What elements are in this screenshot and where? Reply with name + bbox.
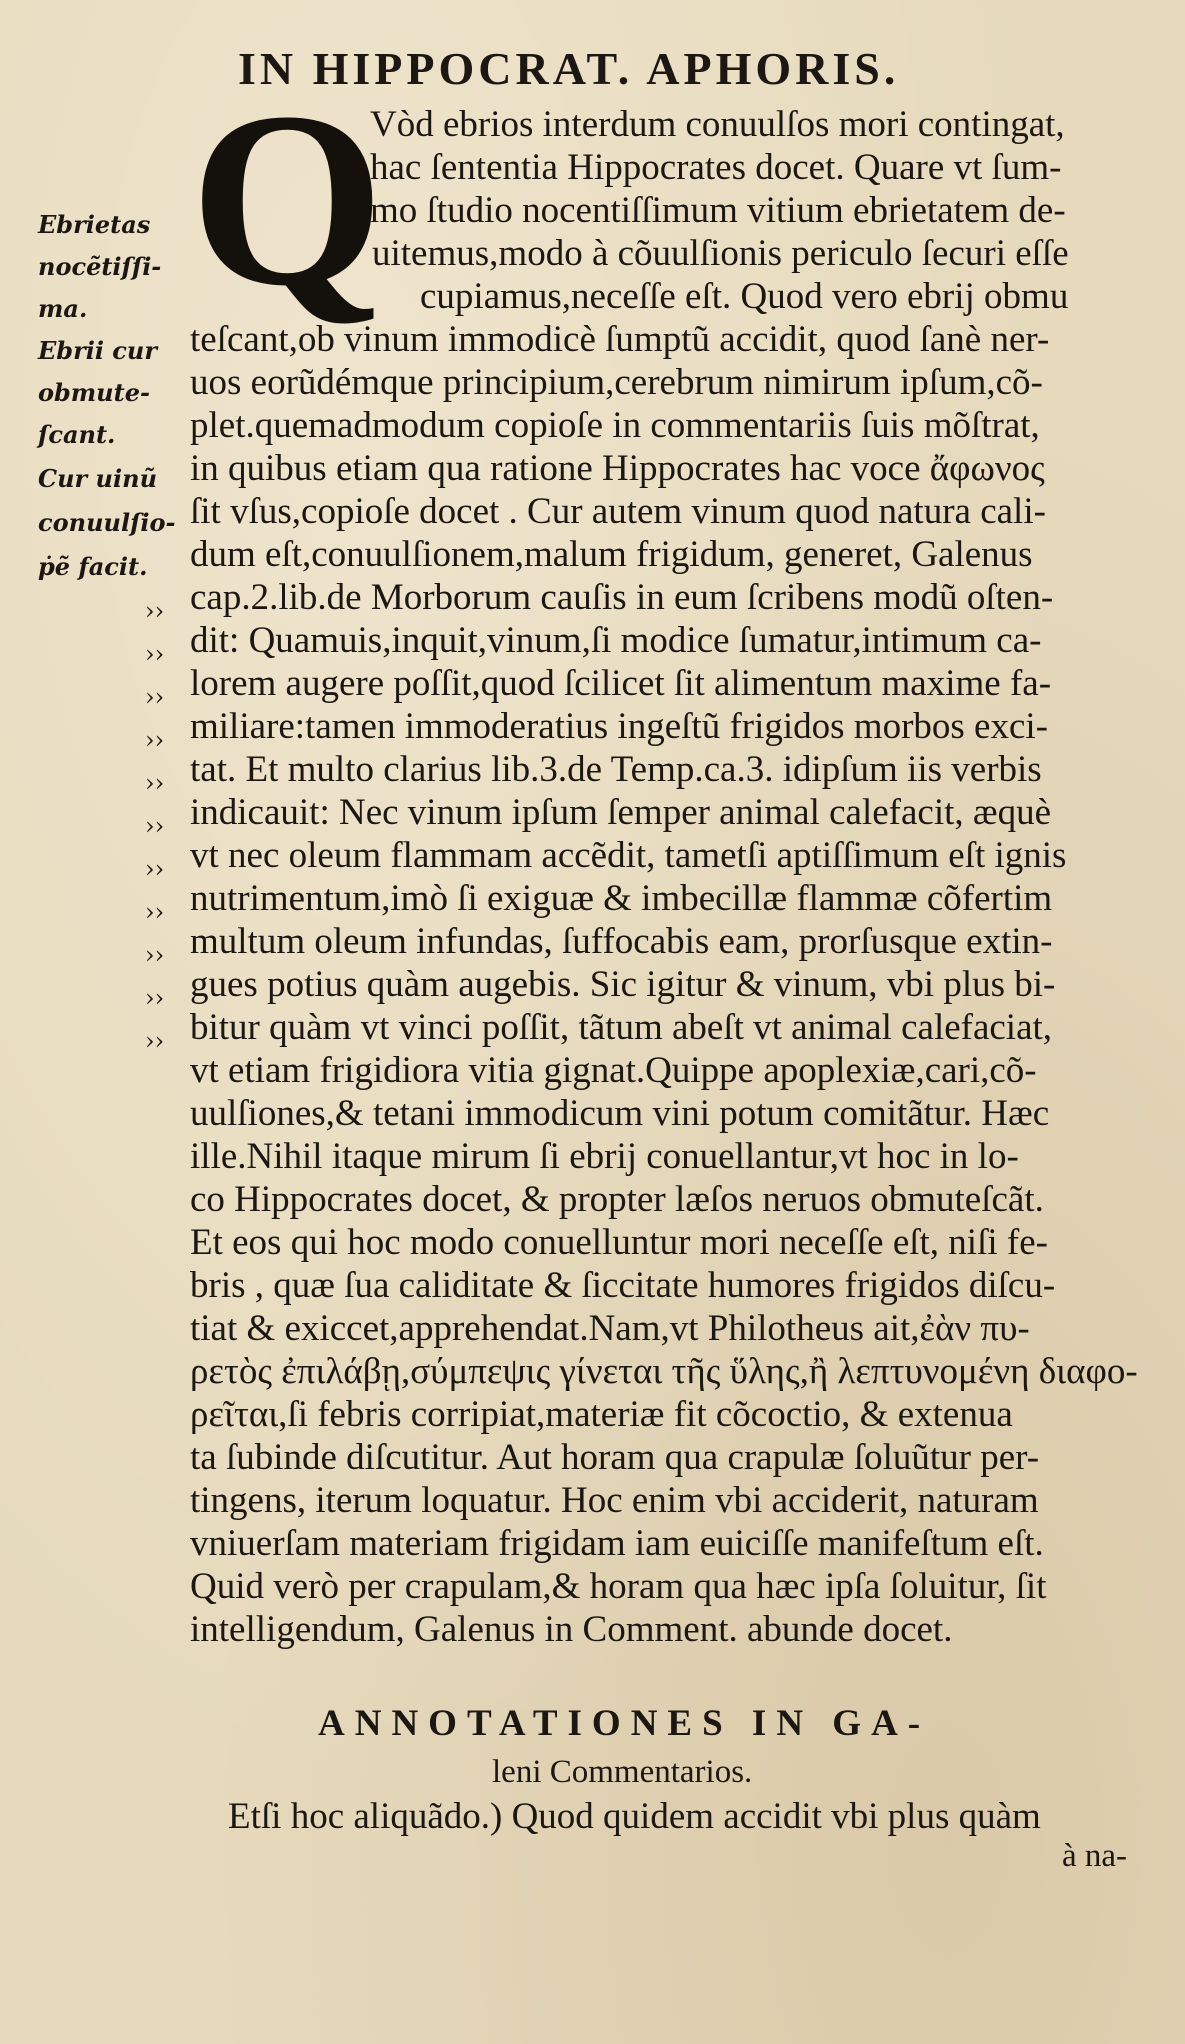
text-line: in quibus etiam qua ratione Hippocrates hac voce ἄφωνος (190, 448, 1045, 489)
text-line: hac ſententia Hippocrates docet. Quare vt ſum- (370, 147, 1062, 188)
text-line: intelligendum, Galenus in Comment. abunde docet. (190, 1609, 953, 1650)
quote-mark: ›› (145, 597, 165, 625)
margin-note: ſcant. (38, 420, 116, 449)
text-line: nutrimentum,imò ſi exiguæ & imbecillæ flammæ cõfertim (190, 878, 1053, 919)
text-line: bitur quàm vt vinci poſſit, tãtum abeſt vt animal calefaciat, (190, 1007, 1053, 1048)
text-line: plet.quemadmodum copioſe in commentariis ſuis mõſtrat, (190, 405, 1040, 446)
quote-mark: ›› (145, 1027, 165, 1055)
running-head: IN HIPPOCRAT. APHORIS. (238, 43, 900, 94)
margin-note: obmute- (38, 378, 150, 407)
text-line: tat. Et multo clarius lib.3.de Temp.ca.3. idipſum iis verbis (190, 749, 1042, 790)
text-line: tingens, iterum loquatur. Hoc enim vbi acciderit, naturam (190, 1480, 1039, 1521)
drop-cap-initial: Q (190, 61, 385, 338)
text-line: dum eſt,conuulſionem,malum frigidum, generet, Galenus (190, 534, 1033, 575)
text-line: ta ſubinde diſcutitur. Aut horam qua crapulæ ſoluũtur per- (190, 1437, 1040, 1478)
text-line: ſit vſus,copioſe docet . Cur autem vinum quod natura cali- (190, 491, 1046, 532)
quote-mark: ›› (145, 726, 165, 754)
margin-note: nocẽtiſſi- (38, 252, 162, 281)
text-line: vt nec oleum flammam accẽdit, tametſi aptiſſimum eſt ignis (190, 835, 1067, 876)
quote-mark: ›› (145, 683, 165, 711)
text-line: vt etiam frigidiora vitia gignat.Quippe apoplexiæ,cari,cõ- (190, 1050, 1037, 1091)
text-line: uos eorũdémque principium,cerebrum nimirum ipſum,cõ- (190, 362, 1043, 403)
quote-mark: ›› (145, 984, 165, 1012)
section-subheading: leni Commentarios. (492, 1754, 753, 1790)
text-line: lorem augere poſſit,quod ſcilicet ſit alimentum maxime fa- (190, 663, 1052, 704)
text-line: Et eos qui hoc modo conuelluntur mori neceſſe eſt, niſi fe- (190, 1222, 1048, 1263)
text-line: Vòd ebrios interdum conuulſos mori contingat, (370, 104, 1065, 145)
text-line: gues potius quàm augebis. Sic igitur & vinum, vbi plus bi- (190, 964, 1056, 1005)
catchword: à na- (1062, 1838, 1128, 1874)
text-line: teſcant,ob vinum immodicè ſumptũ accidit, quod ſanè ner- (190, 319, 1050, 360)
margin-note: Ebrietas (38, 210, 151, 239)
text-line: miliare:tamen immoderatius ingeſtũ frigidos morbos exci- (190, 706, 1048, 747)
quote-mark: ›› (145, 898, 165, 926)
margin-note: Ebrii cur (38, 336, 158, 365)
text-line: dit: Quamuis,inquit,vinum,ſi modice ſumatur,intimum ca- (190, 620, 1042, 661)
quote-mark: ›› (145, 640, 165, 668)
quote-mark: ›› (145, 769, 165, 797)
text-line: vniuerſam materiam frigidam iam euiciſſe manifeſtum eſt. (190, 1523, 1044, 1564)
text-line: co Hippocrates docet, & propter læſos neruos obmuteſcãt. (190, 1179, 1044, 1220)
text-line: indicauit: Nec vinum ipſum ſemper animal calefacit, æquè (190, 792, 1051, 833)
text-line: ρεῖται,ſi febris corripiat,materiæ fit cõcoctio, & extenua (190, 1394, 1013, 1435)
margin-note: ma. (38, 294, 88, 323)
text-line: uulſiones,& tetani immodicum vini potum comitãtur. Hæc (190, 1093, 1050, 1134)
text-line: mo ſtudio nocentiſſimum vitium ebrietatem de- (370, 190, 1066, 231)
text-line: ρετὸς ἐπιλάβῃ,σύμπεψις γίνεται τῆς ὕλης,ἢ λεπτυνομένη διαφο- (190, 1351, 1138, 1392)
quote-mark: ›› (145, 812, 165, 840)
text-line: cupiamus,neceſſe eſt. Quod vero ebrij obmu (420, 276, 1069, 317)
text-line: cap.2.lib.de Morborum cauſis in eum ſcribens modũ oſten- (190, 577, 1054, 618)
margin-note: Cur uinũ (38, 464, 158, 493)
text-line: tiat & exiccet,apprehendat.Nam,vt Philotheus ait,ἐὰν πυ- (190, 1308, 1030, 1349)
section-heading: ANNOTATIONES IN GA- (318, 1703, 931, 1744)
text-line: uitemus,modo à cõuulſionis periculo ſecuri eſſe (372, 233, 1069, 274)
text-line: multum oleum infundas, ſuffocabis eam, prorſusque extin- (190, 921, 1053, 962)
margin-note: conuulſio- (38, 508, 176, 537)
annotation-line: Etſi hoc aliquãdo.) Quod quidem accidit vbi plus quàm (228, 1796, 1041, 1837)
quote-mark: ›› (145, 941, 165, 969)
text-line: bris , quæ ſua caliditate & ſiccitate humores frigidos diſcu- (190, 1265, 1056, 1306)
margin-note: ṗẽ facit. (38, 552, 148, 581)
text-line: ille.Nihil itaque mirum ſi ebrij conuellantur,vt hoc in lo- (190, 1136, 1019, 1177)
quote-mark: ›› (145, 855, 165, 883)
text-line: Quid verò per crapulam,& horam qua hæc ipſa ſoluitur, ſit (190, 1566, 1047, 1607)
